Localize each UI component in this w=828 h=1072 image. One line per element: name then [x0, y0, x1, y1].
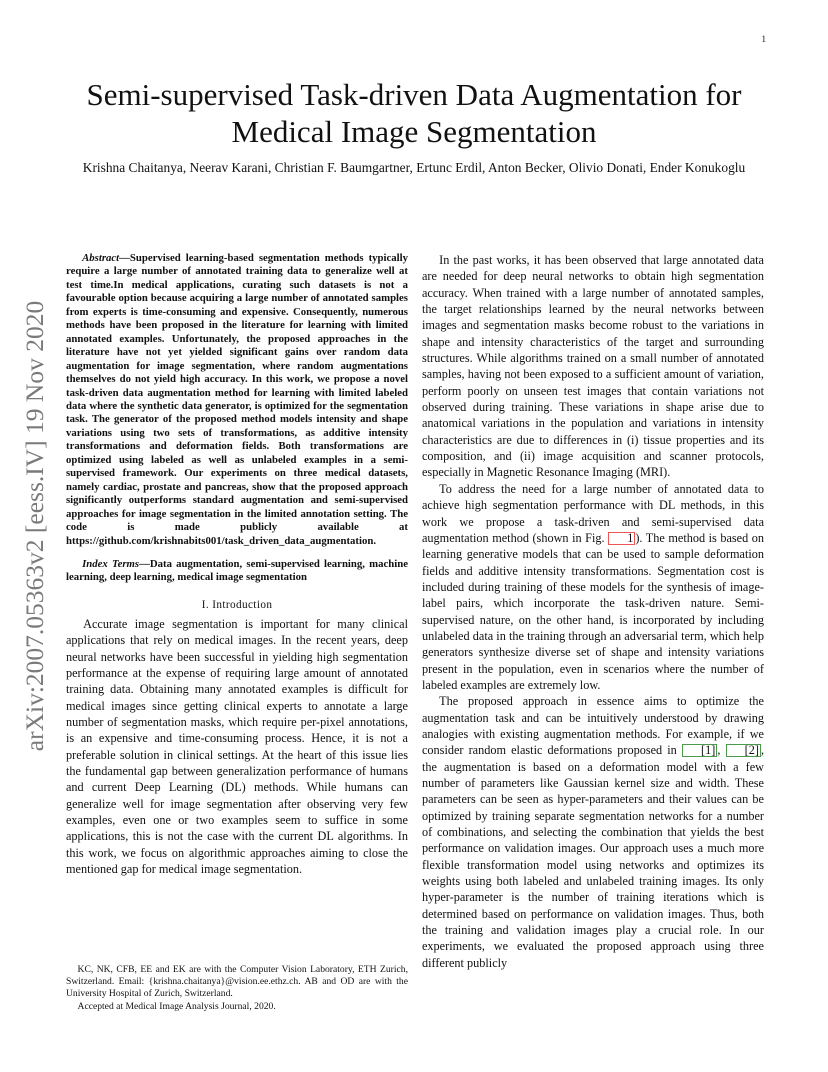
citation-link-1[interactable]: [1]: [682, 744, 717, 757]
abstract-label: Abstract: [82, 252, 120, 264]
index-terms-text: —Data augmentation, semi-supervised learning, machine learning, deep learning, medical image segmentation: [66, 557, 408, 584]
footnote-affiliations: KC, NK, CFB, EE and EK are with the Computer Vision Laboratory, ETH Zurich, Switzerland. Email: {krishna.chaitanya}@vision.ee.ethz.ch. AB and OD are with the University Hospital of Zurich, Switzerland.: [66, 964, 408, 1000]
arxiv-stamp: arXiv:2007.05363v2 [eess.IV] 19 Nov 2020: [20, 300, 49, 752]
footnote: [66, 964, 408, 1013]
index-terms: [66, 558, 408, 585]
abstract-text: —Supervised learning-based segmentation methods typically require a large number of annotated training data to generalize well at test time.In medical applications, curating such datasets is not a favourable option because acquiring a large number of annotated samples from experts is time-consuming and expensive. Consequently, numerous methods have been proposed in the literature for learning with limited annotated examples. Unfortunately, the proposed approaches in the literature have not yet yielded significant gains over random data augmentation for image segmentation, where random augmentations themselves do not yield high accuracy. In this work, we propose a novel task-driven data augmentation method for learning with limited labeled data where the synthetic data generator, is optimized for the segmentation task. The generator of the proposed method models intensity and shape variations using two sets of transformations, as additive intensity transformations and deformation fields. Both transformations are optimized using labeled as well as unlabeled examples in a semi-supervised framework. Our experiments on three medical datasets, namely cardiac, prostate and pancreas, show that the proposed approach significantly outperforms standard augmentation and semi-supervised approaches for image segmentation in the limited annotation setting. The code is made publicly available at https://github.com/krishnabits001/task_driven_data_augmentation.: [66, 252, 408, 547]
abstract: [66, 252, 408, 548]
left-column: [66, 252, 408, 877]
para3-text-c: , the augmentation is based on a deformation model with a few number of parameters like Gaussian kernel size and width. These parameters can be seen as hyper-parameters and their values can be optimized by training separate segmentation networks for a number of combinations, and selecting the combination that yields the best performance on validation images. Our approach uses a much more flexible transformation model using networks and optimizes its weights using both labeled and unlabeled training images. Its only hyper-parameter is the number of training iterations which is determined based on performance on validation images. Thus, both the training and validation images play a crucial role. In our experiments, we evaluated the proposed approach using three different publicly: [422, 743, 765, 970]
para3-text-a: The proposed approach in essence aims to optimize the augmentation task and can be intuitively understood by drawing analogies with existing augmentation methods. For example, if we consider random elastic deformations proposed in: [422, 694, 764, 758]
paragraph-approach-essence: [422, 693, 764, 971]
author-list: Krishna Chaitanya, Neerav Karani, Christian F. Baumgartner, Ertunc Erdil, Anton Becker, Olivio Donati, Ender Konukoglu: [82, 160, 746, 175]
intro-paragraph: Accurate image segmentation is important for many clinical applications that rely on medical images. In the recent years, deep neural networks have been successful in yielding high segmentation performance at the expense of requiring large amount of annotated training data. Obtaining many annotated examples is difficult for medical images since getting clinical experts to annotate a large number of segmentation masks, which require per-pixel annotations, is an expensive and time-consuming process. Hence, it is not a preferable solution in clinical settings. At the heart of this issue lies the fundamental gap between generalization performance of humans and current Deep Learning (DL) methods. While humans can generalize well for image segmentation after observing very few examples, even one or two examples seem to suffice in some applications, this is not the case with the current DL algorithms. In this work, we focus on algorithmic approaches aiming to close the mentioned gap for medical image segmentation.: [66, 616, 408, 877]
paragraph-proposed-method: [422, 481, 764, 693]
section-heading-introduction: I. Introduction: [201, 598, 273, 611]
paper-title: Semi-supervised Task-driven Data Augmentation for Medical Image Segmentation: [86, 77, 742, 149]
citation-link-2[interactable]: [2]: [726, 744, 761, 757]
index-terms-label: Index Terms: [82, 557, 140, 570]
para2-text-before: To address the need for a large number of annotated data to achieve high segmentation performance with DL methods, in this work we propose a task-driven and semi-supervised data augmentation method (shown in Fig.: [422, 481, 764, 545]
para3-text-b: ,: [717, 743, 726, 758]
paragraph-past-works: In the past works, it has been observed that large annotated data are needed for deep neural networks to obtain high segmentation accuracy. When trained with a large number of annotated samples, the target relationships learned by the neural networks between images and segmentation masks become robust to the variations in shape and intensity characteristics of the target and surrounding structures. While algorithms trained on a small number of annotated samples, having not been exposed to a sufficient amount of variation, perform poorly on unseen test images that contain variations not observed during training. These variations in shape arise due to anatomical variations in the population and variations in intensity characteristics are due to differences in (i) tissue properties and its composition, and (ii) image acquisition and scanner protocols, especially in Magnetic Resonance Imaging (MRI).: [422, 253, 764, 480]
page-number: 1: [761, 34, 766, 44]
para2-text-after: ). The method is based on learning generative models that can be used to sample deformation fields and additive intensity transformations. Segmentation cost is included during training of these models for the synthesis of image-label pairs, which incorporate the task-driven nature. Semi-supervised nature, on the other hand, is incorporated by including unlabeled data in the training through an adversarial term, which help generators synthesize diverse set of shape and intensity variations present in the population, even in scenarios where the number of labeled examples are extremely low.: [422, 530, 764, 692]
figure-reference-link[interactable]: 1: [608, 532, 635, 545]
right-column: [422, 252, 764, 971]
footnote-accepted: Accepted at Medical Image Analysis Journal, 2020.: [77, 1000, 276, 1012]
